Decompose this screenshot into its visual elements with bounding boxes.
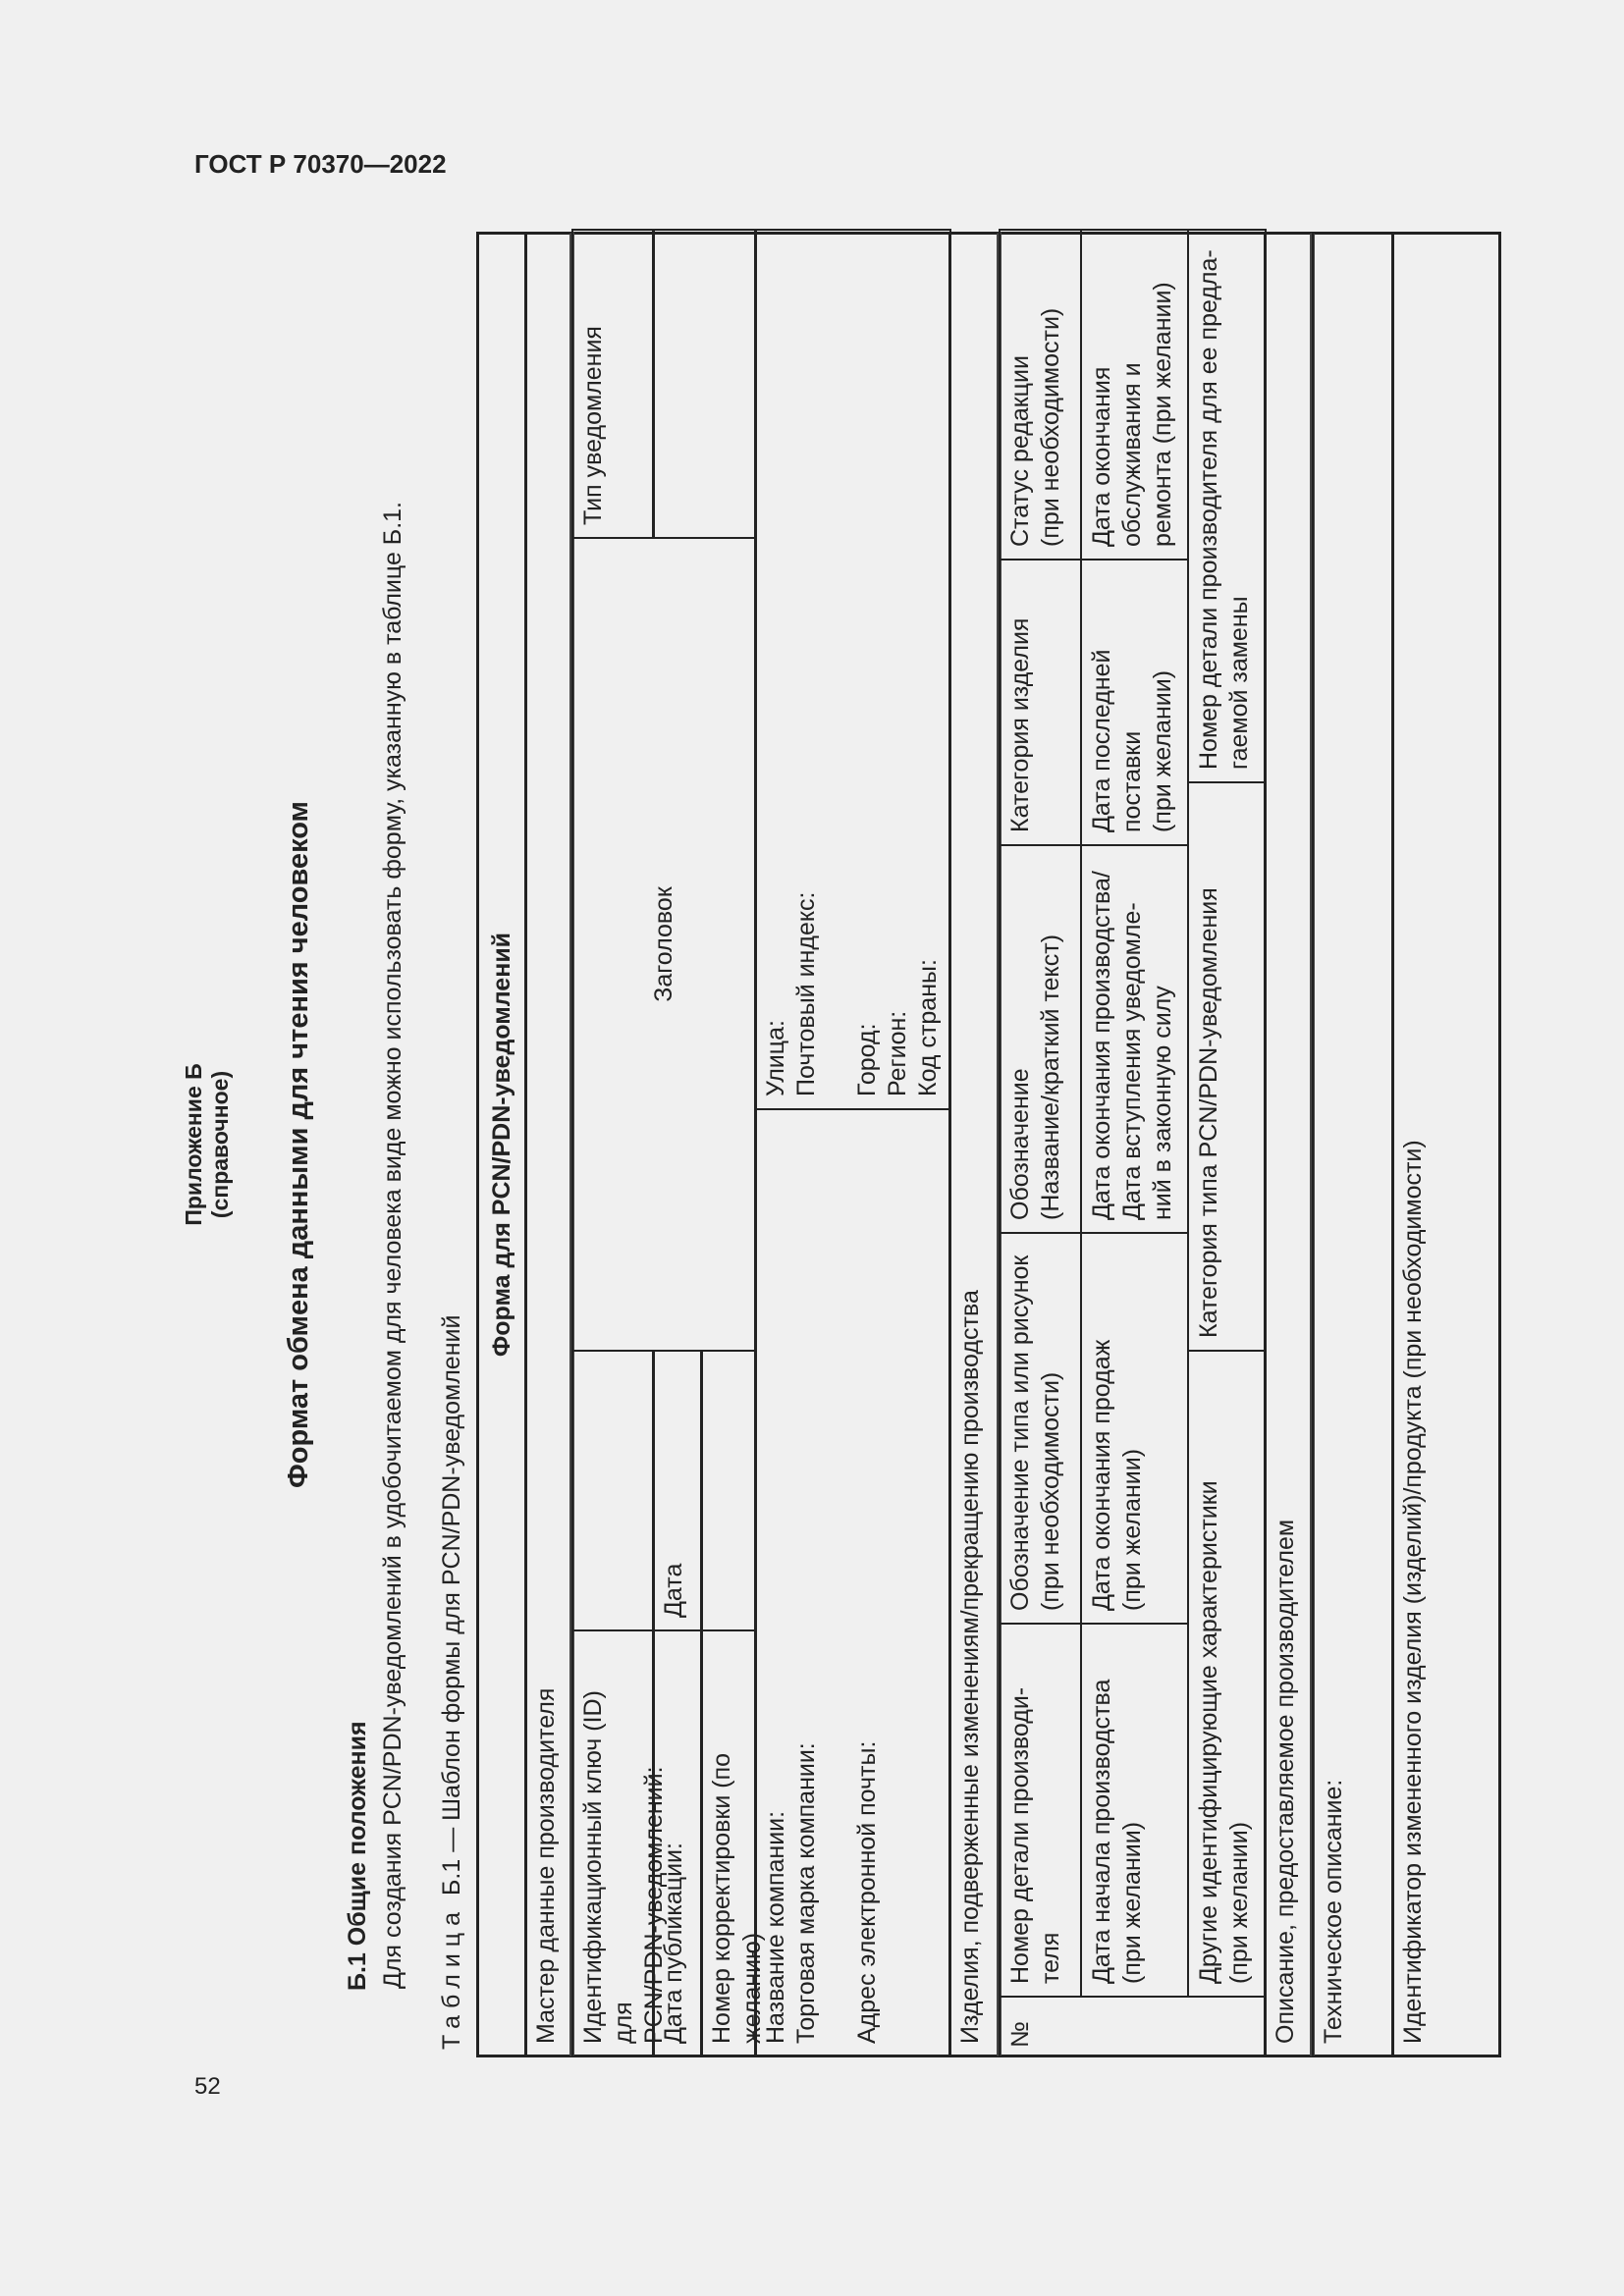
product-cell: Обозначение (Название/краткий текст) — [999, 844, 1082, 1234]
product-cell: Дата окончания продаж (при желании) — [1080, 1232, 1189, 1625]
notice-type-label: Тип уведомления — [571, 229, 655, 539]
rotated-page-content — [177, 232, 1501, 2057]
appendix-heading: Формат обмена данными для чтения человеком — [283, 801, 314, 1488]
product-cell: Обозначение типа или рисунок (при необходимости) — [999, 1232, 1082, 1625]
appendix-subtitle: (справочное) — [207, 1070, 233, 1219]
product-cell: Дата последней поставки (при желании) — [1080, 559, 1189, 846]
id-key-label: Идентификационный ключ (ID) для PCN/PDN-уведомлений: — [571, 1629, 655, 2057]
product-cell: Дата окончания производства/ Дата вступления уведомле- ний в законную силу — [1080, 844, 1189, 1234]
appendix-title: Приложение Б — [181, 1063, 206, 1226]
correction-number-label: Номер корректировки (по желанию) — [700, 1629, 757, 2057]
product-cell: Номер детали производи- теля — [999, 1623, 1082, 1998]
product-cell: Статус редакции (при необходимости) — [999, 229, 1082, 561]
section-heading: Б.1 Общие положения — [344, 1721, 371, 1991]
page-number: 52 — [194, 2073, 221, 2100]
technical-description: Техническое описание: — [1312, 232, 1394, 2057]
section-products: Изделия, подверженные изменениям/прекращению производства — [948, 232, 1001, 2057]
caption-label: Таблица — [438, 1904, 465, 2050]
product-cell: Категория изделия — [999, 559, 1082, 846]
section-master-data: Мастер данные производителя — [524, 232, 574, 2057]
section-text: Для создания PCN/PDN-уведомлений в удобочитаемом для человека виде можно использовать форму, указанную в таблице Б.1. — [379, 502, 406, 1989]
standard-designation: ГОСТ Р 70370—2022 — [194, 149, 447, 179]
notice-type-value[interactable] — [652, 229, 757, 539]
date-cell: Дата — [652, 1350, 703, 1631]
publication-date-label: Дата публикации: — [652, 1629, 703, 2057]
address-info: Улица: Почтовый индекс: Город: Регион: Код страны: — [754, 229, 951, 1110]
product-cell: Дата окончания обслуживания и ремонта (при желании) — [1080, 229, 1189, 561]
table-title: Форма для PCN/PDN-уведомлений — [476, 232, 527, 2057]
product-cell: Дата начала производства (при желании) — [1080, 1623, 1189, 1998]
product-cell: Категория типа PCN/PDN-уведомления — [1187, 781, 1267, 1352]
product-cell: Номер детали производителя для ее предла- гаемой замены — [1187, 229, 1267, 783]
correction-number-value[interactable] — [700, 1350, 757, 1631]
number-column: № — [999, 1996, 1267, 2057]
product-cell: Другие идентифицирующие характеристики (при желании) — [1187, 1350, 1267, 1998]
changed-product-identifier: Идентификатор измененного изделия (изделий)/продукта (при необходимости) — [1391, 232, 1501, 2057]
company-info: Название компании: Торговая марка компании: Адрес электронной почты: — [754, 1108, 951, 2057]
section-description: Описание, предоставляемое производителем — [1264, 232, 1315, 2057]
id-key-value[interactable] — [571, 1350, 655, 1631]
appendix-header — [181, 232, 234, 2057]
pcn-form-table — [476, 232, 1501, 2057]
table-caption — [438, 1315, 466, 2050]
header-cell: Заголовок — [571, 537, 757, 1352]
caption-text: Б.1 — Шаблон формы для PCN/PDN-уведомлений — [438, 1314, 465, 1896]
